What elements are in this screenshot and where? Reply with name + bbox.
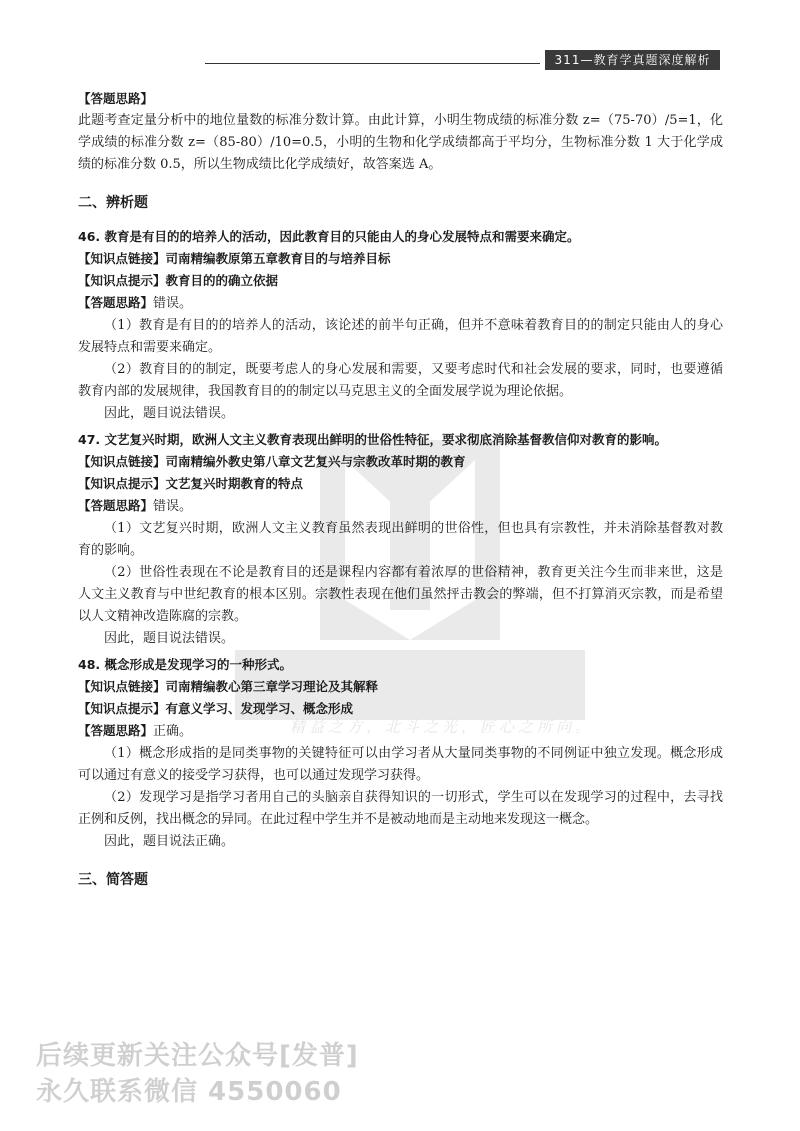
section-title-discrimination: 二、辨析题 [78,195,148,211]
answer-line [78,292,723,315]
knowledge-hint-tag: 【知识点提示】 [78,701,166,716]
answer-verdict: 错误。 [153,499,193,514]
knowledge-hint-text: 有意义学习、发现学习、概念形成 [165,701,354,716]
answer-conclusion: 因此，题目说法正确。 [104,834,235,849]
answer-conclusion: 因此，题目说法错误。 [104,631,235,646]
footer-notice [36,1038,359,1110]
knowledge-link [78,676,723,698]
question-48 [78,654,723,853]
knowledge-link-text: 司南精编教原第五章教育目的与培养目标 [165,251,391,266]
knowledge-hint [78,698,723,720]
knowledge-link-tag: 【知识点链接】 [78,251,166,266]
footer-line-2: 永久联系微信 4550060 [36,1077,342,1107]
answer-point-1: （1）概念形成指的是同类事物的关键特征可以由学习者从大量同类事物的不同例证中独立发现。概念形成可以通过有意义的接受学习获得，也可以通过发现学习获得。 [78,746,723,783]
knowledge-hint [78,473,723,495]
question-stem: 47. 文艺复兴时期，欧洲人文主义教育表现出鲜明的世俗性特征，要求彻底消除基督教信仰对教育的影响。 [78,432,667,447]
header-title: 311—教育学真题深度解析 [545,50,720,70]
knowledge-hint-tag: 【知识点提示】 [78,476,166,491]
knowledge-link [78,248,723,270]
answer-line [78,720,723,743]
answer-conclusion: 因此，题目说法错误。 [104,406,235,421]
section-title-short-answer: 三、简答题 [78,872,148,888]
answer-verdict: 错误。 [153,296,193,311]
answer-point-1: （1）教育是有目的的培养人的活动，该论述的前半句正确，但并不意味着教育目的的制定只能由人的身心发展特点和需要来确定。 [78,318,723,355]
answer-verdict: 正确。 [153,724,193,739]
watermark-motto: 精益之方，北斗之光，匠心之所向。 [290,718,595,736]
question-46 [78,226,723,425]
knowledge-link-text: 司南精编教心第三章学习理论及其解释 [165,679,379,694]
header-rule [205,63,540,64]
answer-tag: 【答题思路】 [78,498,154,513]
knowledge-hint [78,270,723,292]
knowledge-hint-tag: 【知识点提示】 [78,273,166,288]
knowledge-hint-text: 教育目的的确立依据 [165,273,279,288]
question-stem: 46. 教育是有目的的培养人的活动，因此教育目的只能由人的身心发展特点和需要来确定。 [78,229,580,244]
knowledge-hint-text: 文艺复兴时期教育的特点 [165,476,304,491]
answer-line [78,495,723,518]
footer-line-1: 后续更新关注公众号[发普] [36,1041,359,1071]
knowledge-link [78,451,723,473]
knowledge-link-text: 司南精编外教史第八章文艺复兴与宗教改革时期的教育 [165,454,466,469]
knowledge-link-tag: 【知识点链接】 [78,679,166,694]
knowledge-link-tag: 【知识点链接】 [78,454,166,469]
answer-tag: 【答题思路】 [78,295,154,310]
answer-point-2: （2）发现学习是指学习者用自己的头脑亲自获得知识的一切形式，学生可以在发现学习的过程中，去寻找正例和反例，找出概念的异同。在此过程中学生并不是被动地而是主动地来发现这一概念。 [78,790,723,827]
answer-point-2: （2）教育目的的制定，既要考虑人的身心发展和需要，又要考虑时代和社会发展的要求，同时，也要遵循教育内部的发展规律，我国教育目的的制定以马克思主义的全面发展学说为理论依据。 [78,362,723,399]
intro-answer-tag: 【答题思路】 [78,91,154,106]
question-stem: 48. 概念形成是发现学习的一种形式。 [78,657,292,672]
intro-answer-text: 此题考查定量分析中的地位量数的标准分数计算。由此计算，小明生物成绩的标准分数 z=（75-70）/5=1，化学成绩的标准分数 z=（85-80）/10=0.5，小明的生物和化学成绩都高于平均分，生物标准分数 1 大于化学成绩的标准分数 0.5，所以生物成绩比化学成绩好，故答案选 A。 [78,113,723,172]
answer-point-2: （2）世俗性表现在不论是教育目的还是课程内容都有着浓厚的世俗精神，教育更关注今生而非来世，这是人文主义教育与中世纪教育的根本区别。宗教性表现在他们虽然抨击教会的弊端，但不打算消灭宗教，而是希望以人文精神改造陈腐的宗教。 [78,565,723,624]
document-body [78,88,723,903]
answer-tag: 【答题思路】 [78,723,154,738]
answer-point-1: （1）文艺复兴时期，欧洲人文主义教育虽然表现出鲜明的世俗性，但也具有宗教性，并未消除基督教对教育的影响。 [78,521,723,558]
question-47 [78,429,723,650]
